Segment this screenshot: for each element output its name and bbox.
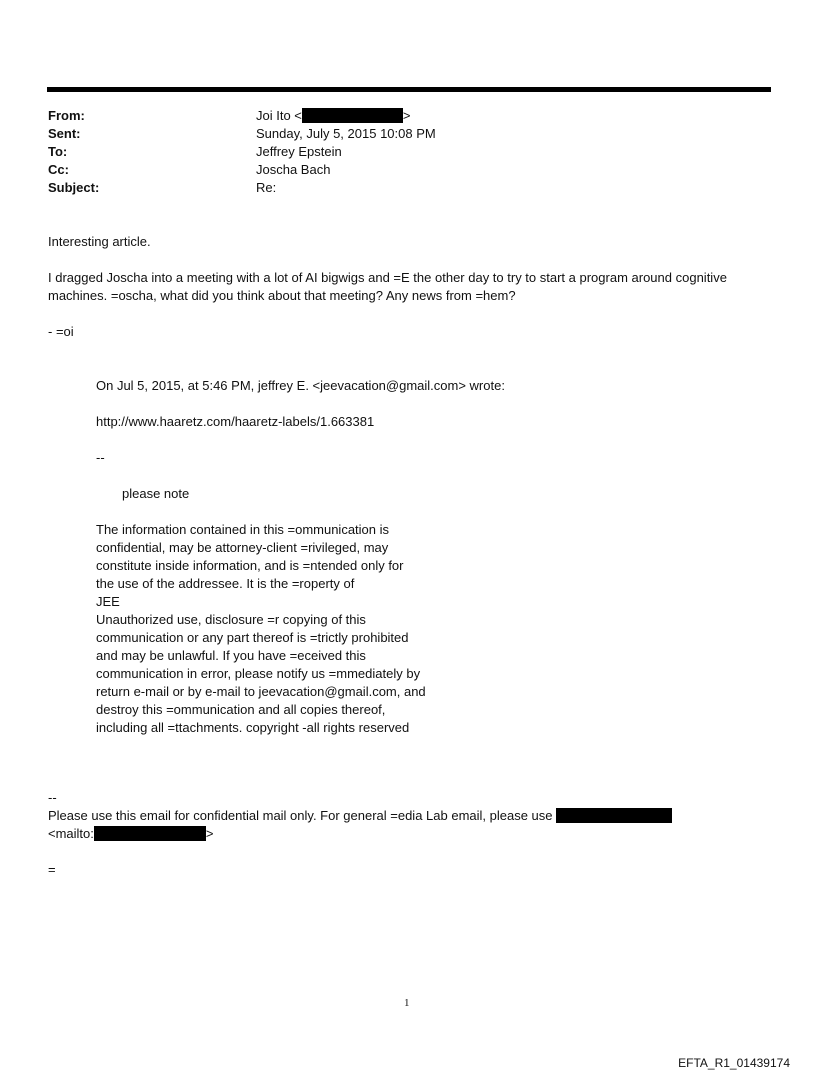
to-value: Jeffrey Epstein	[256, 144, 342, 159]
cc-value: Joscha Bach	[256, 162, 331, 177]
disclaimer-line: the use of the addressee. It is the =roperty of	[96, 576, 355, 591]
disclaimer-line: confidential, may be attorney-client =rivileged, may	[96, 540, 389, 555]
disclaimer-line: and may be unlawful. If you have =eceived this	[96, 648, 366, 663]
disclaimer-line: communication or any part thereof is =trictly prohibited	[96, 630, 409, 645]
please-note: please note	[122, 486, 190, 501]
disclaimer-line: return e-mail or by e-mail to jeevacation@gmail.com, and	[96, 684, 426, 699]
quoted-dashes: --	[96, 450, 105, 465]
quoted-intro: On Jul 5, 2015, at 5:46 PM, jeffrey E. <jeevacation@gmail.com> wrote:	[96, 378, 505, 393]
disclaimer	[96, 521, 516, 737]
from-label: From:	[48, 108, 85, 123]
disclaimer-line: Unauthorized use, disclosure =r copying of this	[96, 612, 366, 627]
redaction-bar	[94, 826, 206, 841]
quoted-link[interactable]: http://www.haaretz.com/haaretz-labels/1.663381	[96, 414, 375, 429]
disclaimer-line: The information contained in this =ommunication is	[96, 522, 390, 537]
from-value	[256, 107, 410, 125]
header-rule	[47, 87, 771, 92]
disclaimer-line: destroy this =ommunication and all copies thereof,	[96, 702, 386, 717]
mailto-close: >	[205, 826, 214, 841]
body-paragraph-line-1: I dragged Joscha into a meeting with a lot of AI bigwigs and =E the other day to try to start a program around cognitive	[48, 270, 727, 285]
page-number: 1	[404, 997, 410, 1009]
footer-equals: =	[48, 862, 56, 877]
from-name: Joi Ito <	[256, 108, 302, 123]
disclaimer-line: constitute inside information, and is =ntended only for	[96, 558, 404, 573]
subject-value: Re:	[256, 180, 277, 195]
document-id: EFTA_R1_01439174	[678, 1056, 790, 1070]
footer-mailto	[48, 825, 768, 843]
disclaimer-line: JEE	[96, 594, 120, 609]
footer-dashes: --	[48, 790, 57, 805]
footer-notice	[48, 807, 768, 825]
disclaimer-line: including all =ttachments. copyright -all rights reserved	[96, 720, 410, 735]
disclaimer-line: communication in error, please notify us =mmediately by	[96, 666, 421, 681]
signoff: - =oi	[48, 324, 74, 339]
to-label: To:	[48, 144, 68, 159]
mailto-prefix: <mailto:	[48, 826, 94, 841]
redaction-bar	[556, 808, 672, 823]
redaction-bar	[302, 108, 403, 123]
subject-label: Subject:	[48, 180, 100, 195]
sent-label: Sent:	[48, 126, 81, 141]
cc-label: Cc:	[48, 162, 69, 177]
body-line-1: Interesting article.	[48, 234, 151, 249]
from-close: >	[402, 108, 411, 123]
body-paragraph-line-2: machines. =oscha, what did you think about that meeting? Any news from =hem?	[48, 288, 516, 303]
footer-notice-text: Please use this email for confidential mail only. For general =edia Lab email, please use	[48, 808, 553, 823]
sent-value: Sunday, July 5, 2015 10:08 PM	[256, 126, 436, 141]
